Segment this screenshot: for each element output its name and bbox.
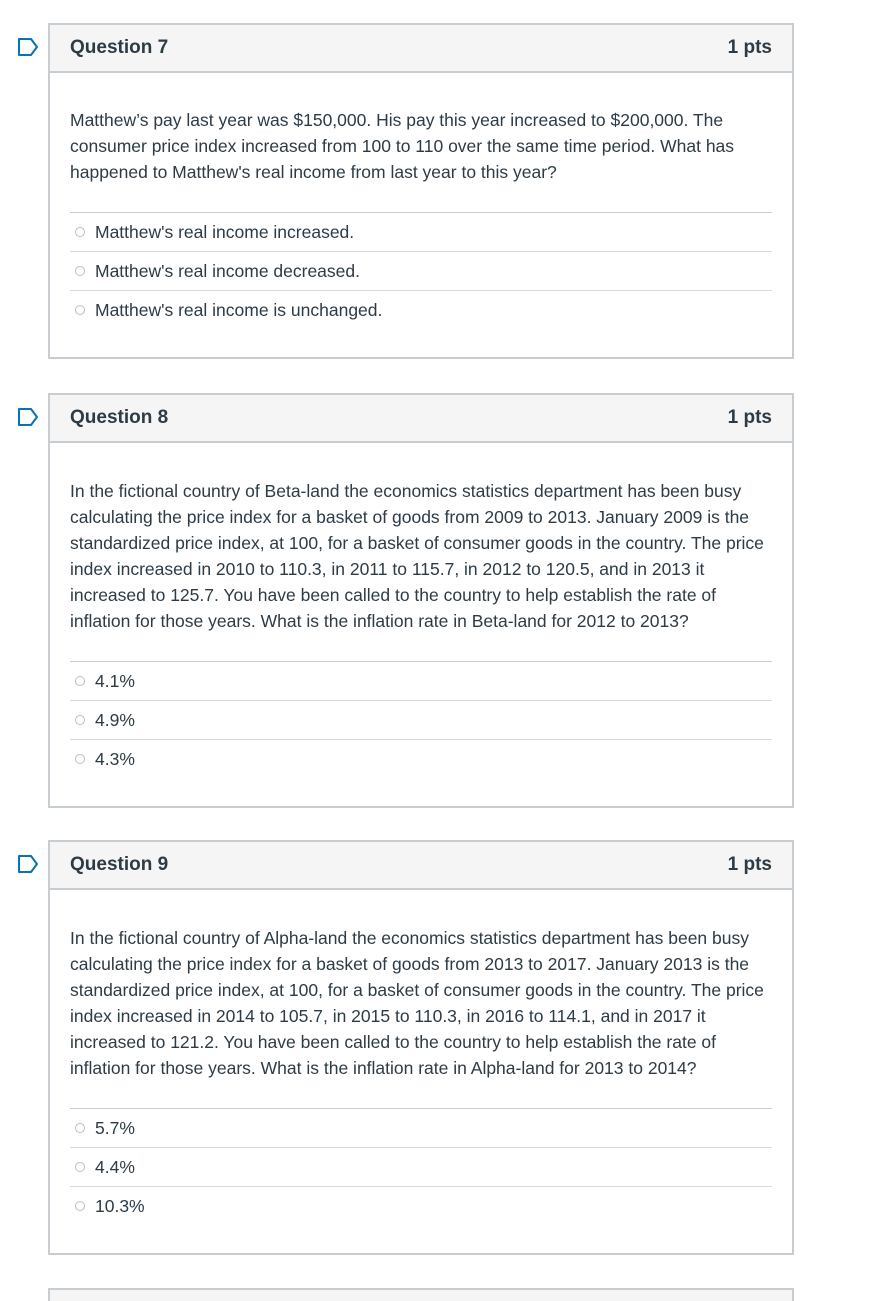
answer-label: Matthew's real income decreased. [95,260,360,281]
question-points: 1 pts [727,407,772,428]
radio-button[interactable] [75,1123,85,1133]
answer-label: Matthew's real income is unchanged. [95,299,383,320]
answer-label: 4.4% [95,1156,135,1177]
question-prompt: Matthew’s pay last year was $150,000. His pay this year increased to $200,000. The consumer price index increased from 100 to 110 over the same time period. What has happened to Matthew's real income from last year to this year? [70,110,735,182]
question-body [50,73,792,357]
question-body [50,443,792,806]
answer-option[interactable] [70,212,772,251]
question-title: Question 8 [70,407,169,428]
flag-icon[interactable] [17,407,41,427]
radio-button[interactable] [75,266,85,276]
question-prompt: In the fictional country of Alpha-land the economics statistics department has been busy calculating the price index for a basket of goods from 2013 to 2017. January 2013 is the standardized price index, at 100, for a basket of consumer goods in the country. The price index increased in 2014 to 105.7, in 2015 to 110.3, in 2016 to 114.1, and in 2017 it increased to 121.2. You have been called to the country to help establish the rate of inflation for those years. What is the inflation rate in Alpha-land for 2013 to 2014? [70,928,764,1078]
answer-option[interactable] [70,1108,772,1147]
question-card [48,393,794,808]
question-body [50,890,792,1253]
flag-icon[interactable] [17,854,41,874]
answer-option[interactable] [70,1147,772,1186]
radio-button[interactable] [75,754,85,764]
answer-label: 4.3% [95,748,135,769]
answer-label: 4.1% [95,670,135,691]
question-title: Question 9 [70,854,169,875]
question-header [50,25,792,73]
answer-list [70,661,772,778]
radio-button[interactable] [75,305,85,315]
radio-button[interactable] [75,227,85,237]
answer-label: Matthew's real income increased. [95,221,355,242]
question-card [48,23,794,359]
radio-button[interactable] [75,715,85,725]
radio-button[interactable] [75,676,85,686]
question-8 [48,393,794,808]
question-prompt: In the fictional country of Beta-land the economics statistics department has been busy calculating the price index for a basket of goods from 2009 to 2013. January 2009 is the standardized price index, at 100, for a basket of consumer goods in the country. The price index increased in 2010 to 110.3, in 2011 to 115.7, in 2012 to 120.5, and in 2013 it increased to 125.7. You have been called to the country to help establish the rate of inflation for those years. What is the inflation rate in Beta-land for 2012 to 2013? [70,481,764,631]
answer-option[interactable] [70,661,772,700]
flag-icon[interactable] [17,37,41,57]
question-9 [48,840,794,1255]
radio-button[interactable] [75,1201,85,1211]
question-header [50,395,792,443]
answer-option[interactable] [70,1186,772,1225]
next-question-card [48,1288,794,1301]
question-card [48,840,794,1255]
answer-label: 4.9% [95,709,135,730]
answer-option[interactable] [70,739,772,778]
answer-label: 5.7% [95,1117,135,1138]
question-7 [48,23,794,359]
radio-button[interactable] [75,1162,85,1172]
question-points: 1 pts [727,37,772,58]
answer-list [70,1108,772,1225]
question-points: 1 pts [727,854,772,875]
question-title: Question 7 [70,37,169,58]
answer-option[interactable] [70,290,772,329]
answer-option[interactable] [70,700,772,739]
answer-label: 10.3% [95,1195,145,1216]
answer-option[interactable] [70,251,772,290]
answer-list [70,212,772,329]
question-header [50,842,792,890]
